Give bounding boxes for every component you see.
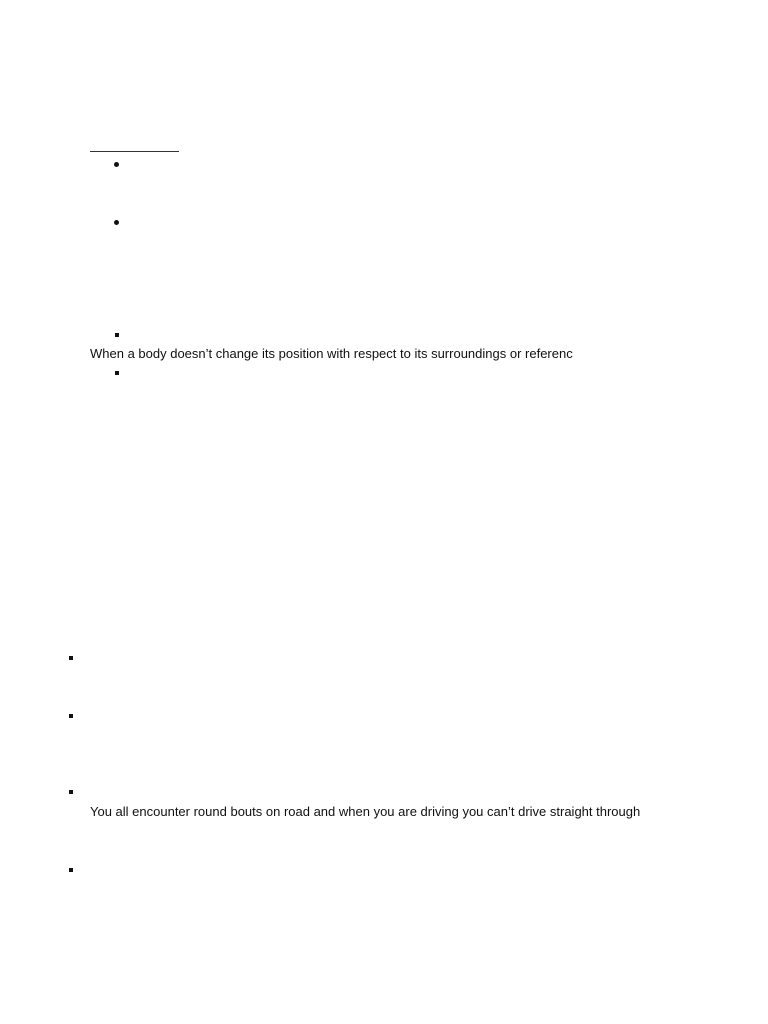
static-definition-text: When a body doesn’t change its position with respect to its surroundings or referenc bbox=[90, 346, 573, 361]
square-bullet-icon bbox=[69, 790, 73, 794]
round-bullet-icon bbox=[114, 220, 119, 225]
square-bullet-icon bbox=[69, 656, 73, 660]
square-bullet-icon bbox=[69, 714, 73, 718]
roundabout-example-text: You all encounter round bouts on road and when you are driving you can’t drive straight through bbox=[90, 804, 641, 819]
square-bullet-icon bbox=[69, 868, 73, 872]
square-bullet-icon bbox=[115, 333, 119, 337]
round-bullet-icon bbox=[114, 162, 119, 167]
square-bullet-icon bbox=[115, 371, 119, 375]
heading-underline bbox=[90, 151, 179, 152]
